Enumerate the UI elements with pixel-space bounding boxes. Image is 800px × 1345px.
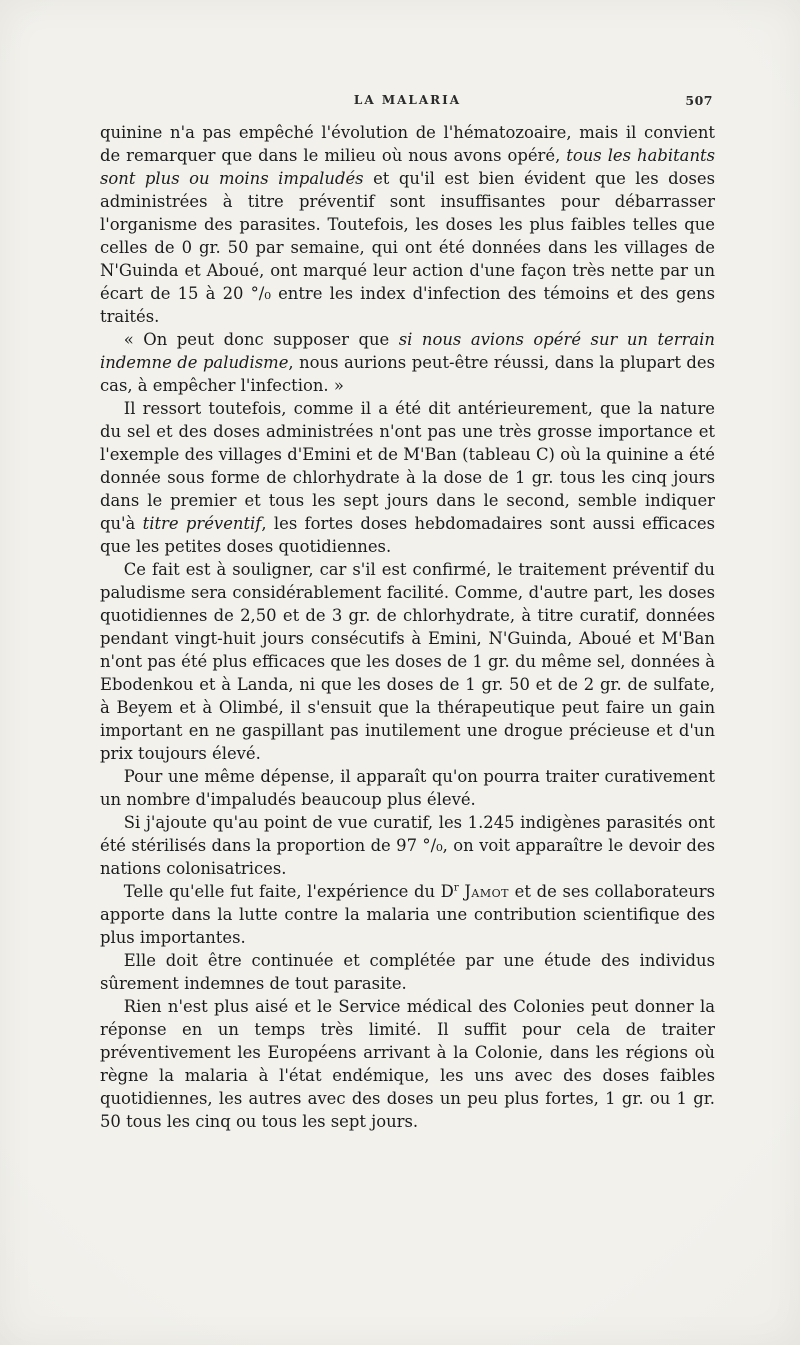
text-segment: , nous aurions peut-être réussi, dans la plupart des cas, à empêcher l'infection. »	[100, 353, 715, 395]
text-segment: r	[453, 882, 459, 894]
paragraph-5	[100, 765, 715, 811]
paragraph-6	[100, 811, 715, 880]
page-body	[100, 121, 715, 1133]
running-title: LA MALARIA	[353, 93, 462, 107]
text-segment: Telle qu'elle fut faite, l'expérience du D	[123, 882, 454, 901]
text-segment: Jamot	[464, 882, 509, 901]
text-segment: tous les habitants sont plus ou moins impaludés	[100, 146, 716, 188]
page-number: 507	[685, 93, 713, 108]
paragraph-4	[100, 558, 715, 765]
text-segment: Pour une même dépense, il apparaît qu'on pourra traiter curativement un nombre d'impaludés beaucoup plus élevé.	[100, 767, 715, 809]
paragraph-7	[100, 880, 715, 949]
text-segment: si nous avions opéré sur un terrain indemne de paludisme	[100, 330, 715, 372]
paragraph-9	[100, 995, 715, 1133]
text-segment: Rien n'est plus aisé et le Service médical des Colonies peut donner la réponse en un temps très limité. Il suffit pour cela de traiter préventivement les Européens arrivant à la Colonie, dans les régions où règne la malaria à l'état endémique, les uns avec des doses faibles quotidiennes, les autres avec des doses un peu plus fortes, 1 gr. ou 1 gr. 50 tous les cinq ou tous les sept jours.	[100, 997, 715, 1131]
text-segment: titre préventif	[142, 514, 262, 533]
text-segment: , les fortes doses hebdomadaires sont aussi efficaces que les petites doses quotidiennes.	[100, 514, 715, 556]
page-header	[100, 93, 715, 111]
paragraph-1	[100, 121, 715, 328]
text-segment: et qu'il est bien évident que les doses administrées à titre préventif sont insuffisantes pour débarrasser l'organisme des parasites. Toutefois, les doses les plus faibles telles que celles de 0 gr. 50 par semaine, qui ont été données dans les villages de N'Guinda et Aboué, ont marqué leur action d'une façon très nette par un écart de 15 à 20 °/₀ entre les index d'infection des témoins et des gens traités.	[100, 169, 716, 326]
text-segment: « On peut donc supposer que	[123, 330, 399, 349]
text-segment: Si j'ajoute qu'au point de vue curatif, les 1.245 indigènes parasités ont été stérilisés dans la proportion de 97 °/₀, on voit apparaître le devoir des nations colonisatrices.	[100, 813, 715, 878]
paragraph-2	[100, 328, 715, 397]
text-segment: Elle doit être continuée et complétée par une étude des individus sûrement indemnes de tout parasite.	[100, 951, 715, 993]
paragraph-3	[100, 397, 715, 558]
text-segment: Il ressort toutefois, comme il a été dit antérieurement, que la nature du sel et des doses administrées n'ont pas une très grosse importance et l'exemple des villages d'Emini et de M'Ban (tableau C) où la quinine a été donnée sous forme de chlorhydrate à la dose de 1 gr. tous les cinq jours dans le premier et tous les sept jours dans le second, semble indiquer qu'à	[100, 399, 715, 533]
paragraph-8	[100, 949, 715, 995]
text-segment: quinine n'a pas empêché l'évolution de l'hématozoaire, mais il convient de remarquer que dans le milieu où nous avons opéré,	[100, 123, 715, 165]
text-segment: Ce fait est à souligner, car s'il est confirmé, le traitement préventif du paludisme sera considérablement facilité. Comme, d'autre part, les doses quotidiennes de 2,50 et de 3 gr. de chlorhydrate, à titre curatif, données pendant vingt-huit jours consécutifs à Emini, N'Guinda, Aboué et M'Ban n'ont pas été plus efficaces que les doses de 1 gr. du même sel, données à Ebodenkou et à Landa, ni que les doses de 1 gr. 50 et de 2 gr. de sulfate, à Beyem et à Olimbé, il s'ensuit que la thérapeutique peut faire un gain important en ne gaspillant pas inutilement une drogue précieuse et d'un prix toujours élevé.	[100, 560, 715, 763]
text-segment: et de ses collaborateurs apporte dans la lutte contre la malaria une contribution scientifique des plus importantes.	[100, 882, 715, 947]
